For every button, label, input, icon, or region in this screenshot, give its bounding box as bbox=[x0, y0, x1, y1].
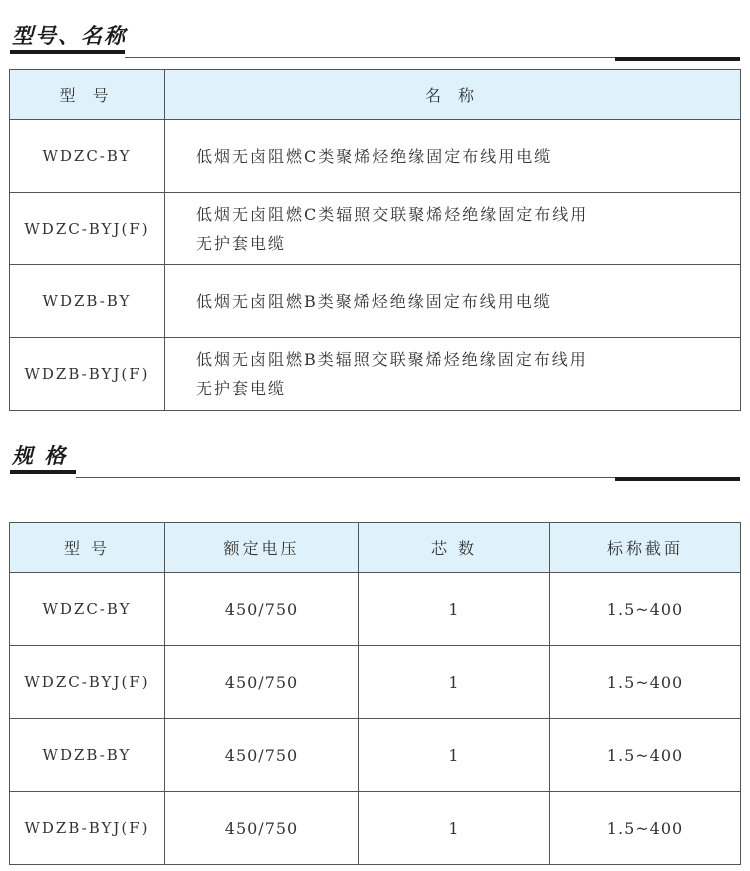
section-heading-spec bbox=[10, 440, 740, 482]
model-cell: WDZB-BY bbox=[10, 719, 165, 792]
table-row bbox=[10, 193, 741, 265]
name-line: 低烟无卤阻燃C类聚烯烃绝缘固定布线用电缆 bbox=[196, 146, 553, 166]
section-cell: 1.5~400 bbox=[550, 573, 741, 646]
model-cell: WDZB-BY bbox=[10, 265, 165, 338]
table-row bbox=[10, 646, 741, 719]
header-name: 名 称 bbox=[165, 70, 741, 120]
header-cores: 芯 数 bbox=[359, 523, 550, 573]
name-cell bbox=[165, 265, 741, 338]
table-row bbox=[10, 265, 741, 338]
name-cell bbox=[165, 193, 741, 265]
voltage-cell: 450/750 bbox=[165, 646, 359, 719]
table-row bbox=[10, 120, 741, 193]
heading-divider bbox=[125, 57, 615, 58]
model-cell: WDZC-BY bbox=[10, 573, 165, 646]
name-line: 低烟无卤阻燃B类聚烯烃绝缘固定布线用电缆 bbox=[196, 291, 552, 311]
section-cell: 1.5~400 bbox=[550, 646, 741, 719]
voltage-cell: 450/750 bbox=[165, 573, 359, 646]
header-voltage: 额定电压 bbox=[165, 523, 359, 573]
cores-cell: 1 bbox=[359, 792, 550, 865]
name-cell bbox=[165, 120, 741, 193]
table-row bbox=[10, 573, 741, 646]
section-heading-model-name bbox=[10, 20, 740, 62]
cores-cell: 1 bbox=[359, 719, 550, 792]
name-line: 低烟无卤阻燃C类辐照交联聚烯烃绝缘固定布线用 bbox=[196, 204, 589, 224]
model-cell: WDZC-BYJ(F) bbox=[10, 193, 165, 265]
header-section: 标称截面 bbox=[550, 523, 741, 573]
name-line: 无护套电缆 bbox=[196, 233, 287, 253]
header-model: 型 号 bbox=[10, 70, 165, 120]
table-row bbox=[10, 792, 741, 865]
voltage-cell: 450/750 bbox=[165, 719, 359, 792]
model-cell: WDZC-BY bbox=[10, 120, 165, 193]
table-row bbox=[10, 338, 741, 411]
model-cell: WDZB-BYJ(F) bbox=[10, 338, 165, 411]
model-cell: WDZB-BYJ(F) bbox=[10, 792, 165, 865]
name-cell bbox=[165, 338, 741, 411]
heading-divider bbox=[76, 477, 616, 478]
table-header-row bbox=[10, 523, 741, 573]
model-cell: WDZC-BYJ(F) bbox=[10, 646, 165, 719]
table-row bbox=[10, 719, 741, 792]
heading-right-bar bbox=[615, 57, 740, 61]
name-line: 低烟无卤阻燃B类辐照交联聚烯烃绝缘固定布线用 bbox=[196, 350, 588, 369]
section-title: 规 格 bbox=[12, 444, 68, 468]
spec-table bbox=[9, 522, 741, 865]
name-line: 无护套电缆 bbox=[196, 379, 287, 398]
section-title: 型号、名称 bbox=[12, 24, 127, 48]
voltage-cell: 450/750 bbox=[165, 792, 359, 865]
model-name-table bbox=[9, 69, 741, 411]
table-header-row bbox=[10, 70, 741, 120]
header-model: 型 号 bbox=[10, 523, 165, 573]
heading-underline bbox=[10, 50, 125, 54]
heading-right-bar bbox=[615, 477, 740, 481]
cores-cell: 1 bbox=[359, 646, 550, 719]
cores-cell: 1 bbox=[359, 573, 550, 646]
section-cell: 1.5~400 bbox=[550, 719, 741, 792]
section-cell: 1.5~400 bbox=[550, 792, 741, 865]
heading-underline bbox=[10, 470, 76, 474]
